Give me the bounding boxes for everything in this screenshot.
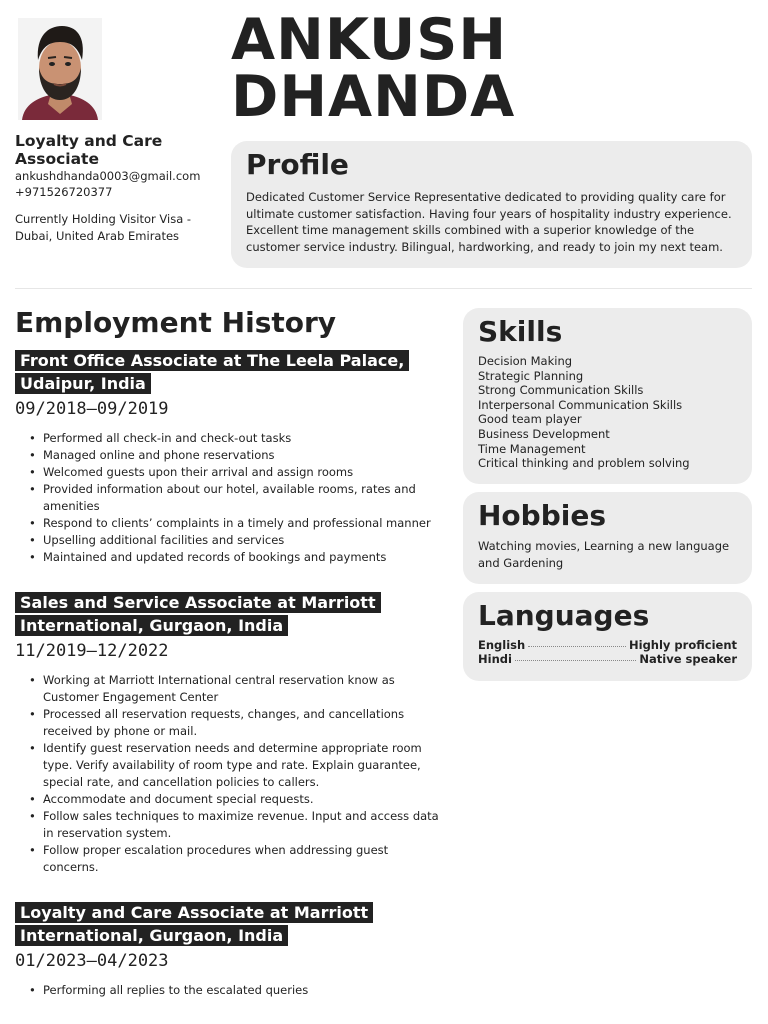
job-dates: 09/2018—09/2019 bbox=[15, 399, 169, 419]
dot-leader bbox=[515, 660, 636, 661]
job-heading bbox=[15, 350, 445, 395]
list-item: • Follow proper escalation procedures when addressing guest concerns. bbox=[43, 842, 445, 876]
language-row bbox=[478, 638, 737, 652]
job-heading-text: Front Office Associate at The Leela Palace, Udaipur, India bbox=[15, 350, 409, 394]
skill-item: Critical thinking and problem solving bbox=[478, 456, 690, 471]
skill-item: Business Development bbox=[478, 426, 610, 441]
list-item: • Identify guest reservation needs and determine appropriate room type. Verify availability of room type and rate. Explain guarantee, special rate, and cancellation policies to callers. bbox=[43, 740, 445, 791]
job-dates: 11/2019—12/2022 bbox=[15, 641, 169, 661]
profile-text: Dedicated Customer Service Representative dedicated to providing quality care for ultimate customer satisfaction. Having four years of hospitality industry experience. Excellent time management skills combined with a superior knowledge of the customer service industry. Bilingual, hardworking, and ready to join my next team. bbox=[246, 190, 732, 254]
dot-leader bbox=[528, 646, 626, 647]
profile-card bbox=[231, 141, 752, 268]
languages-list bbox=[478, 638, 737, 666]
list-item: • Performing all replies to the escalated queries bbox=[43, 982, 445, 999]
profile-photo bbox=[18, 18, 102, 120]
job-entry bbox=[15, 902, 445, 999]
job-dates: 01/2023—04/2023 bbox=[15, 951, 169, 971]
list-item: • Upselling additional facilities and services bbox=[43, 532, 445, 549]
languages-heading: Languages bbox=[478, 599, 650, 632]
list-item: • Processed all reservation requests, changes, and cancellations received by phone or mail. bbox=[43, 706, 445, 740]
employment-heading: Employment History bbox=[15, 306, 337, 339]
hobbies-heading: Hobbies bbox=[478, 499, 607, 532]
profile-photo-image bbox=[18, 18, 102, 120]
job-entry bbox=[15, 592, 445, 876]
section-divider bbox=[15, 288, 752, 289]
profile-heading: Profile bbox=[246, 148, 349, 181]
contact-panel bbox=[15, 132, 220, 245]
list-item: • Welcomed guests upon their arrival and assign rooms bbox=[43, 464, 445, 481]
hobbies-text: Watching movies, Learning a new language and Gardening bbox=[478, 539, 730, 570]
employment-history bbox=[15, 306, 445, 999]
job-bullets bbox=[15, 430, 445, 566]
job-entry bbox=[15, 350, 445, 566]
visa-status: Currently Holding Visitor Visa - Dubai, United Arab Emirates bbox=[15, 212, 192, 243]
skill-item: Decision Making bbox=[478, 354, 573, 368]
language-name: English bbox=[478, 638, 526, 652]
hobbies-card bbox=[463, 492, 752, 584]
job-bullets bbox=[15, 672, 445, 876]
list-item: • Provided information about our hotel, available rooms, rates and amenities bbox=[43, 481, 445, 515]
list-item: • Performed all check-in and check-out tasks bbox=[43, 430, 445, 447]
list-item: • Accommodate and document special requests. bbox=[43, 791, 445, 808]
list-item: • Managed online and phone reservations bbox=[43, 447, 445, 464]
skills-heading: Skills bbox=[478, 315, 563, 348]
skill-item: Strong Communication Skills bbox=[478, 383, 644, 398]
language-level: Native speaker bbox=[639, 652, 737, 666]
language-row bbox=[478, 652, 737, 666]
list-item: • Working at Marriott International central reservation know as Customer Engagement Center bbox=[43, 672, 445, 706]
language-level: Highly proficient bbox=[629, 638, 737, 652]
job-heading-text: Sales and Service Associate at Marriott International, Gurgaon, India bbox=[15, 592, 381, 636]
list-item: • Maintained and updated records of bookings and payments bbox=[43, 549, 445, 566]
skills-list bbox=[478, 354, 737, 471]
skill-item: Interpersonal Communication Skills bbox=[478, 397, 683, 412]
languages-card bbox=[463, 592, 752, 681]
job-heading bbox=[15, 902, 445, 947]
skill-item: Time Management bbox=[478, 441, 586, 456]
skill-item: Strategic Planning bbox=[478, 368, 584, 383]
name-first: ANKUSH bbox=[231, 7, 508, 73]
list-item: • Respond to clients’ complaints in a timely and professional manner bbox=[43, 515, 445, 532]
job-heading-text: Loyalty and Care Associate at Marriott International, Gurgaon, India bbox=[15, 902, 373, 946]
candidate-name bbox=[231, 7, 516, 130]
job-heading bbox=[15, 592, 445, 637]
list-item: • Follow sales techniques to maximize revenue. Input and access data in reservation system. bbox=[43, 808, 445, 842]
skills-card bbox=[463, 308, 752, 484]
email-text: ankushdhanda0003@gmail.com bbox=[15, 169, 201, 183]
skill-item: Good team player bbox=[478, 412, 582, 427]
language-name: Hindi bbox=[478, 652, 512, 666]
name-last: DHANDA bbox=[231, 64, 516, 130]
job-title: Loyalty and Care Associate bbox=[15, 132, 163, 168]
job-bullets bbox=[15, 982, 445, 999]
phone-text: +971526720377 bbox=[15, 185, 113, 199]
